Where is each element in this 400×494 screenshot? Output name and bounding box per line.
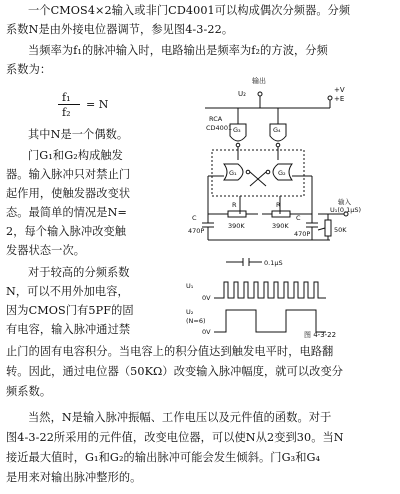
text-line: 对于较高的分频系数: [28, 266, 130, 279]
vrange-label: +E: [334, 95, 345, 103]
text-line: N，可以不用外加电容，: [6, 285, 129, 298]
wave-u1-zero: 0V: [202, 294, 211, 302]
vplus-label: +V: [334, 86, 345, 94]
wave-u2-zero: 0V: [202, 328, 211, 336]
text-line: 一个CMOS4×2输入或非门CD4001可以构成偶次分频器。分频: [28, 4, 351, 17]
u2-label: U₂: [238, 90, 246, 98]
text-line: 因为CMOS门有5PF的固: [6, 304, 134, 317]
wave-u2-square: [214, 310, 326, 332]
gate-g3-label: G₃: [233, 126, 241, 134]
wave-u2-label: U₂: [186, 308, 194, 316]
text-line: 器。输入脉冲只对禁止门: [6, 168, 131, 181]
formula-equals: = N: [86, 98, 109, 111]
text-line: 当然，N是输入脉冲振幅、工作电压以及元件值的函数。对于: [28, 411, 332, 424]
text-line: 是用来对输出脉冲整形的。: [6, 471, 142, 484]
formula-numerator: f₁: [62, 91, 71, 104]
wave-u1-pulses: [214, 282, 326, 298]
text-line: 接近最大值时，G₁和G₂的输出脉冲可能会发生倾斜。门G₃和G₄: [6, 451, 321, 464]
potentiometer: [325, 220, 331, 236]
potentiometer-value: 50K: [334, 226, 347, 234]
text-line: 系数N是由外接电位器调节，参见图4-3-22。: [6, 23, 234, 36]
text-line: 系数为：: [6, 63, 52, 76]
output-label: 输出: [252, 77, 266, 85]
input-u1-label: U₁(0.1μS): [330, 206, 362, 214]
capacitor-right-value: 470P: [294, 230, 311, 238]
resistor-left-label: R: [232, 201, 237, 209]
potentiometer-wiper: [318, 228, 325, 230]
resistor-left: [228, 211, 246, 217]
text-line: 转。因此，通过电位器（50KΩ）改变输入脉冲幅度，就可以改变分: [6, 365, 344, 378]
text-line: 态。最简单的情况是N=: [6, 206, 127, 219]
chip-outline: [212, 150, 304, 196]
wave-u1-label: U₁: [186, 282, 194, 290]
text-line: 有电容，输入脉冲通过禁: [6, 323, 131, 336]
resistor-right-value: 390K: [272, 222, 289, 230]
gate-g2-label: G₂: [278, 169, 286, 177]
resistor-right-label: R: [276, 201, 281, 209]
wave-u2-divisor: (N=6): [186, 317, 206, 325]
text-line: 门G₁和G₂构成触发: [28, 149, 123, 162]
capacitor-left-value: 470P: [188, 227, 205, 235]
resistor-right: [272, 211, 290, 217]
input-label: 输入: [338, 198, 351, 206]
figure-caption: 图 4-3-22: [304, 331, 337, 339]
capacitor-right-label: C: [296, 214, 301, 222]
output-terminal: [258, 92, 262, 96]
text-line: 频系数。: [6, 385, 52, 398]
gate-g4-bubble: [276, 143, 280, 147]
text-line: 2，每个输入脉冲改变触: [6, 225, 127, 238]
text-line: 其中N是一个偶数。: [28, 128, 129, 141]
vplus-terminal: [328, 96, 332, 100]
resistor-left-value: 390K: [228, 222, 245, 230]
gate-g3-bubble: [236, 143, 240, 147]
formula-denominator: f₂: [62, 106, 71, 119]
text-line: 当频率为f₁的脉冲输入时，电路输出是频率为f₂的方波，分频: [28, 44, 328, 57]
time-label: 0.1μS: [264, 259, 283, 267]
text-line: 起作用，使触发器改变状: [6, 187, 131, 200]
chip-label-cd4001: CD4001: [206, 124, 233, 132]
gate-g2-bubble: [266, 170, 270, 174]
gate-g4-label: G₄: [273, 126, 281, 134]
text-line: 图4-3-22所采用的元件值，改变电位器，可以使N从2变到30。当N: [6, 431, 344, 444]
gate-g1-label: G₁: [229, 169, 237, 177]
text-line: 止门的固有电容积分。当电容上的积分值达到触发电平时，电路翻: [6, 345, 334, 358]
chip-label-rca: RCA: [209, 115, 223, 123]
gate-g1-bubble: [246, 170, 250, 174]
capacitor-left-label: C: [192, 214, 197, 222]
text-line: 发器状态一次。: [6, 244, 86, 257]
